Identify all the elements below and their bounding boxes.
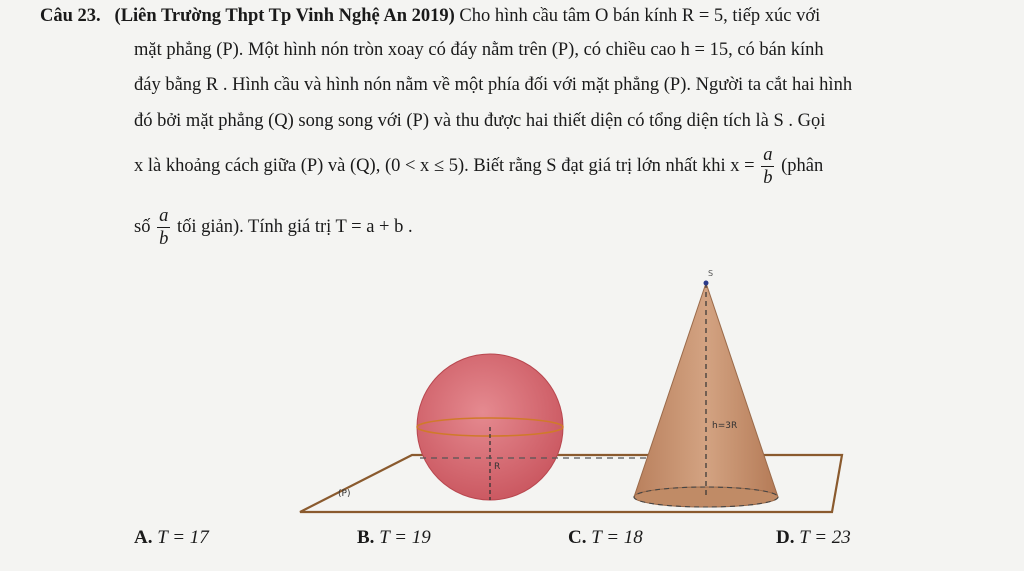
question-text-1: Cho hình cầu tâm O bán kính R = 5, tiếp xúc với — [459, 6, 821, 26]
label-r: R — [494, 462, 501, 472]
question-text-5a: x là khoảng cách giữa (P) và (Q), (0 < x ≤ 5). Biết rằng S đạt giá trị lớn nhất khi x = — [134, 155, 755, 176]
answer-d[interactable] — [776, 527, 851, 549]
fraction-denominator-2: b — [159, 228, 169, 249]
answer-c-text: T = 18 — [591, 527, 643, 548]
question-text-6b: tối giản). Tính giá trị T = a + b . — [176, 216, 413, 237]
question-number: Câu 23. — [40, 6, 101, 26]
answer-a-letter: A. — [134, 527, 153, 548]
question-line-2: mặt phẳng (P). Một hình nón tròn xoay có đáy nằm trên (P), có chiều cao h = 15, có bán kính — [134, 40, 824, 60]
question-text-5b: (phân — [781, 155, 824, 176]
answer-b[interactable] — [357, 527, 431, 549]
answer-d-text: T = 23 — [799, 527, 851, 548]
question-text-6a: số — [134, 216, 151, 237]
fraction-numerator: a — [763, 145, 773, 165]
answer-b-letter: B. — [357, 527, 375, 548]
answer-a[interactable] — [134, 527, 209, 549]
answer-a-text: T = 17 — [157, 527, 209, 548]
label-p: (P) — [338, 489, 351, 499]
label-s: S — [708, 269, 714, 278]
answer-d-letter: D. — [776, 527, 795, 548]
answer-c[interactable] — [568, 527, 643, 549]
answer-b-text: T = 19 — [379, 527, 431, 548]
cone-apex-point — [704, 281, 709, 286]
question-line-4: đó bởi mặt phẳng (Q) song song với (P) và thu được hai thiết diện có tổng diện tích là S . Gọi — [134, 111, 826, 131]
label-h: h=3R — [712, 421, 738, 431]
answer-c-letter: C. — [568, 527, 587, 548]
fraction-numerator-2: a — [159, 206, 169, 226]
fraction-denominator: b — [763, 167, 773, 188]
question-line-3: đáy bằng R . Hình cầu và hình nón nằm về một phía đối với mặt phẳng (P). Người ta cắt hai hình — [134, 75, 853, 95]
question-source: (Liên Trường Thpt Tp Vinh Nghệ An 2019) — [114, 6, 455, 26]
